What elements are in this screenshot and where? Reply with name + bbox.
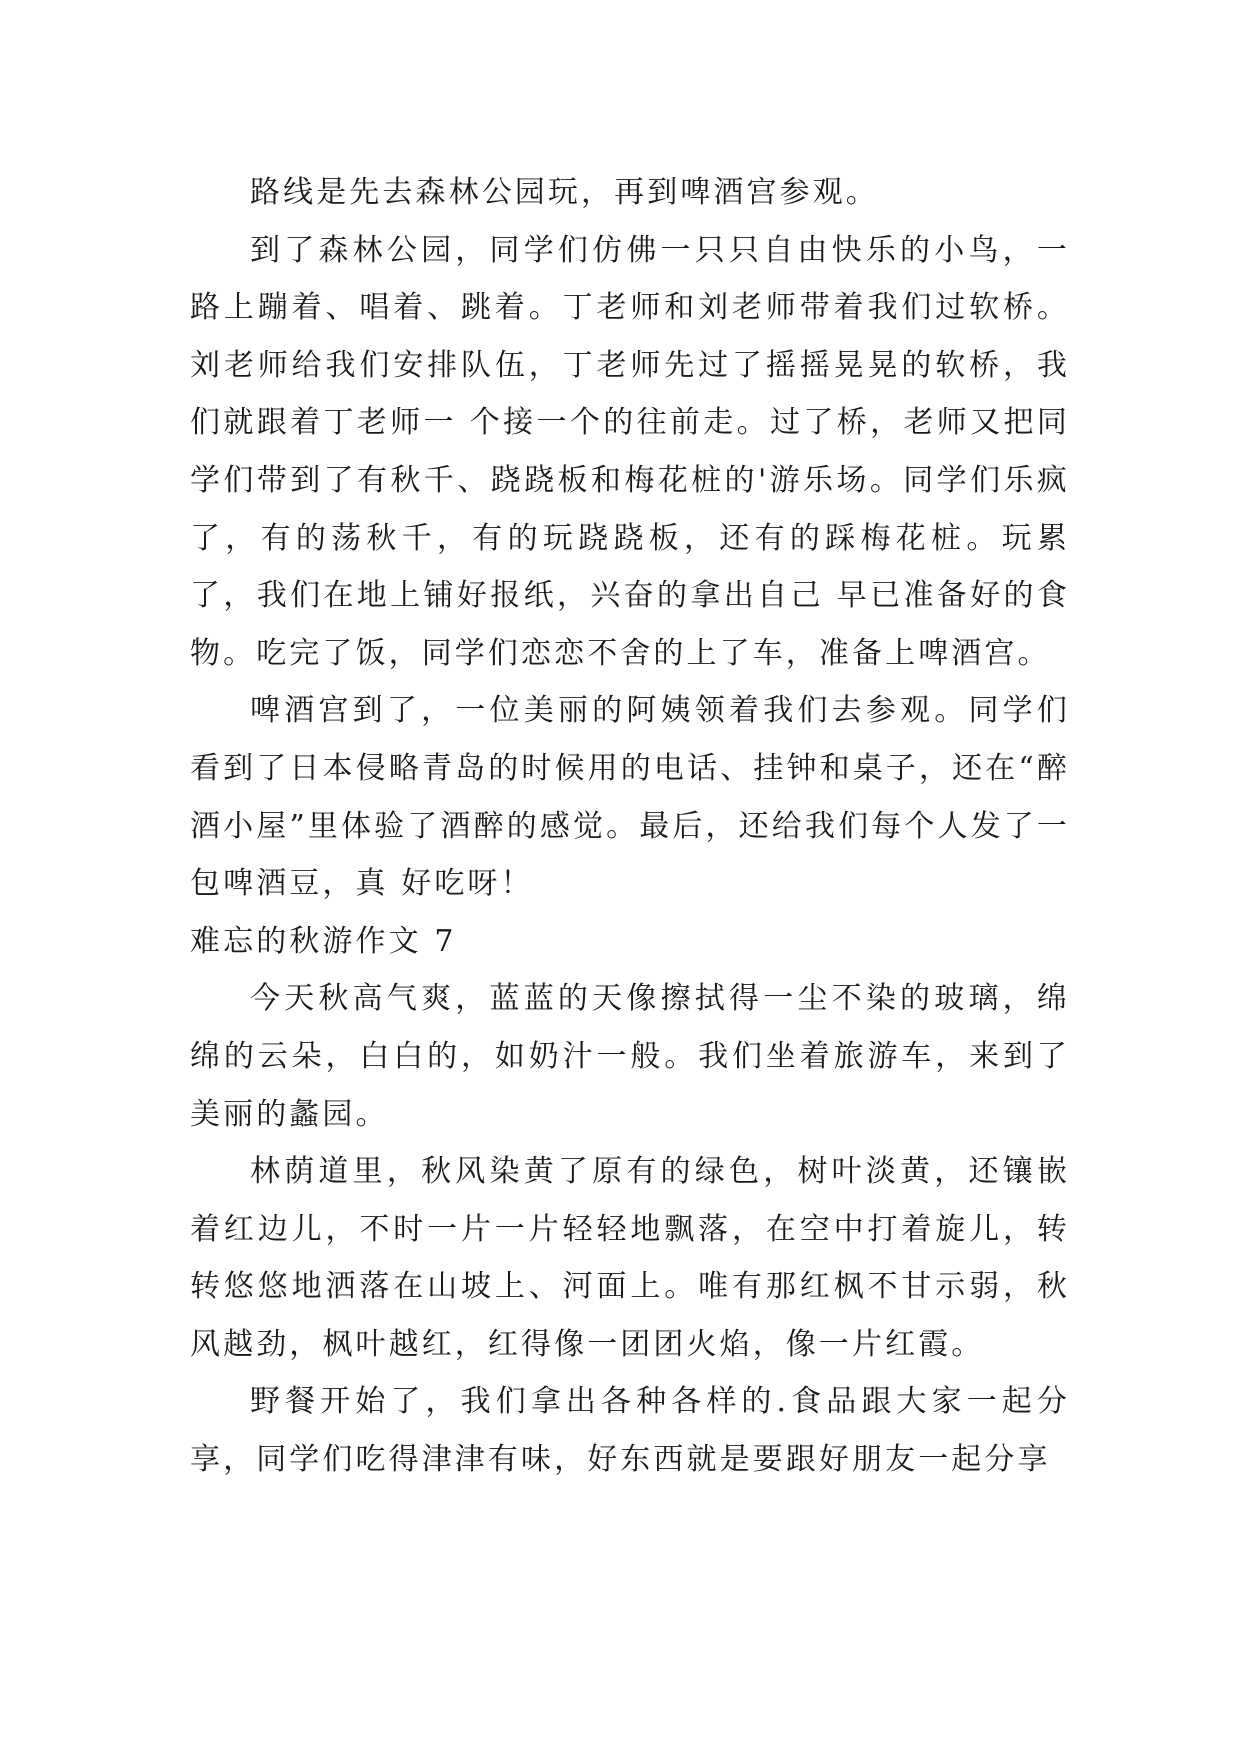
paragraph: 林荫道里，秋风染黄了原有的绿色，树叶淡黄，还镶嵌着红边儿，不时一片一片轻轻地飘落，在空中打着旋儿，转转悠悠地洒落在山坡上、河面上。唯有那红枫不甘示弱，秋风越劲，枫叶越红，红得像一团团火焰，像一片红霞。 [190,1154,1070,1362]
paragraph: 野餐开始了，我们拿出各种各样的.食品跟大家一起分享，同学们吃得津津有味，好东西就是要跟好朋友一起分享 [190,1384,1070,1478]
paragraph: 今天秋高气爽，蓝蓝的天像擦拭得一尘不染的玻璃，绵绵的云朵，白白的，如奶汁一般。我们坐着旅游车，来到了美丽的蠡园。 [190,981,1070,1132]
paragraph: 路线是先去森林公园玩，再到啤酒宫参观。 [250,175,879,210]
document-body [190,164,1070,1489]
section-heading: 难忘的秋游作文 7 [190,923,457,959]
paragraph: 到了森林公园，同学们仿佛一只只自由快乐的小鸟，一路上蹦着、唱着、跳着。丁老师和刘老师带着我们过软桥。刘老师给我们安排队伍，丁老师先过了摇摇晃晃的软桥，我们就跟着丁老师一 个接一个的往前走。过了桥，老师又把同学们带到了有秋千、跷跷板和梅花桩的'游乐场。同学们乐疯了，有的荡秋千，有的玩跷跷板，还有的踩梅花桩。玩累了，我们在地上铺好报纸，兴奋的拿出自己 早已准备好的食物。吃完了饭，同学们恋恋不舍的上了车，准备上啤酒宫。 [190,232,1070,671]
paragraph: 啤酒宫到了，一位美丽的阿姨领着我们去参观。同学们看到了日本侵略青岛的时候用的电话、挂钟和桌子，还在“醉酒小屋”里体验了酒醉的感觉。最后，还给我们每个人发了一包啤酒豆，真 好吃呀！ [190,693,1070,902]
